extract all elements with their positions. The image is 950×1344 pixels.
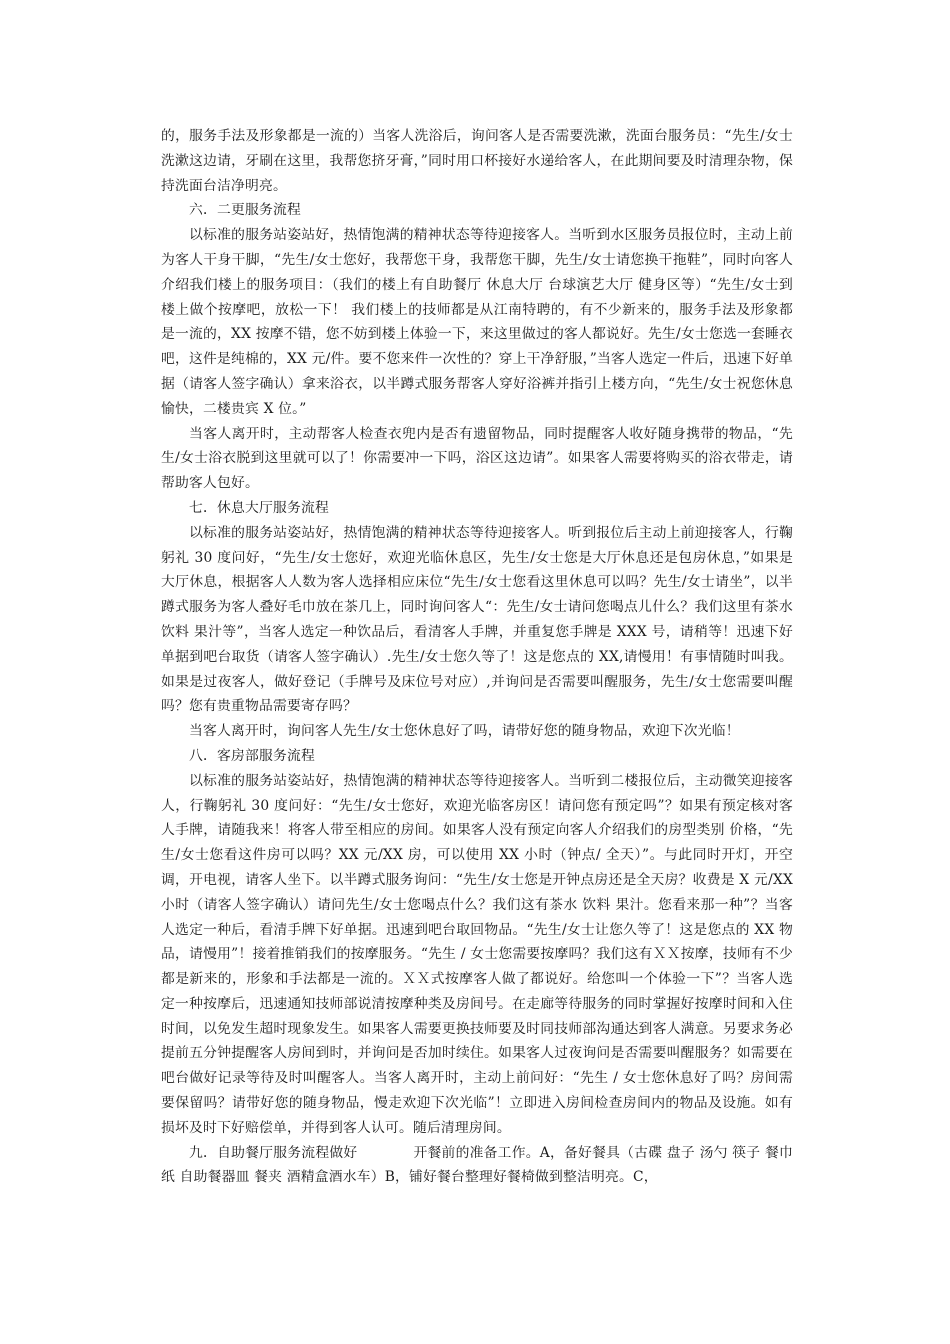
section-heading-9: 九．自助餐厅服务流程做好 [189, 1144, 358, 1161]
paragraph-6-1: 以标准的服务站姿站好，热情饱满的精神状态等待迎接客人。当听到水区服务员报位时，主动上前为客人干身干脚，“先生/女士您好，我帮您干身，我帮您干脚，先生/女士请您换干拖鞋”，同时向客人介绍我们楼上的服务项目：（我们的楼上有自助餐厅 休息大厅 台球演艺大厅 健身区等）“先生/女士到楼上做个按摩吧，放松一下！ 我们楼上的技师都是从江南特聘的，有不少新来的，服务手法及形象都是一流的，XX 按摩不错，您不妨到楼上体验一下，来这里做过的客人都说好。先生/女士您选一套睡衣吧，这件是纯棉的，XX 元/件。要不您来件一次性的？穿上干净舒服，”当客人选定一件后，迅速下好单据（请客人签字确认）拿来浴衣，以半蹲式服务帮客人穿好浴裤并指引上楼方向，“先生/女士祝您休息愉快，二楼贵宾 X 位。” [161, 227, 793, 417]
paragraph-intro: 的，服务手法及形象都是一流的）当客人洗浴后，询问客人是否需要洗漱，洗面台服务员：“先生/女士洗漱这边请，牙刷在这里，我帮您挤牙膏，”同时用口杯接好水递给客人，在此期间要及时清理杂物，保持洗面台洁净明亮。 [161, 128, 793, 194]
section-heading-7: 七．休息大厅服务流程 [189, 499, 329, 516]
paragraph-7-2: 当客人离开时，询问客人先生/女士您休息好了吗，请带好您的随身物品，欢迎下次光临！ [189, 723, 740, 740]
paragraph-9-text: 开餐前的准备工作。A，备好餐具（古碟 盘子 汤勺 筷子 餐巾纸 自助餐器皿 餐夹 酒精盒酒水车）B，铺好餐台整理好餐椅做到整洁明亮。C， [161, 1144, 793, 1186]
paragraph-7-1: 以标准的服务站姿站好，热情饱满的精神状态等待迎接客人。听到报位后主动上前迎接客人，行鞠躬礼 30 度问好，“先生/女士您好，欢迎光临休息区，先生/女士您是大厅休息还是包房休息，”如果是大厅休息，根据客人人数为客人选择相应床位“先生/女士您看这里休息可以吗？先生/女士请坐”，以半蹲式服务为客人叠好毛巾放在茶几上，同时询问客人“：先生/女士请问您喝点儿什么？我们这里有茶水 饮料 果汁等”，当客人选定一种饮品后，看清客人手牌，并重复您手牌是 XXX 号，请稍等！迅速下好单据到吧台取货（请客人签字确认）.先生/女士您久等了！这是您点的 XX,请慢用！有事情随时叫我。如果是过夜客人，做好登记（手牌号及床位号对应）,并询问是否需要叫醒服务，先生/女士您需要叫醒吗？您有贵重物品需要寄存吗？ [161, 524, 793, 715]
paragraph-9-1 [161, 1141, 793, 1191]
paragraph-6-2: 当客人离开时，主动帮客人检查衣兜内是否有遗留物品，同时提醒客人收好随身携带的物品，“先生/女士浴衣脱到这里就可以了！你需要冲一下吗，浴区这边请”。如果客人需要将购买的浴衣带走，请帮助客人包好。 [161, 425, 793, 492]
section-heading-6: 六．二更服务流程 [189, 202, 301, 219]
document-body [161, 124, 793, 1190]
section-heading-8: 八．客房部服务流程 [189, 747, 315, 764]
paragraph-8-1: 以标准的服务站姿站好，热情饱满的精神状态等待迎接客人。当听到二楼报位后，主动微笑迎接客人，行鞠躬礼 30 度问好：“先生/女士您好，欢迎光临客房区！请问您有预定吗”？如果有预定核对客人手牌，请随我来！将客人带至相应的房间。如果客人没有预定向客人介绍我们的房型类别 价格，“先生/女士您看这件房可以吗？XX 元/XX 房，可以使用 XX 小时（钟点/ 全天）”。与此同时开灯，开空调，开电视，请客人坐下。以半蹲式服务询问：“先生/女士您是开钟点房还是全天房？收费是 X 元/XX 小时（请客人签字确认）请问先生/女士您喝点什么？我们这有茶水 饮料 果汁。您看来那一种”？当客人选定一种后，看清手牌下好单据。迅速到吧台取回物品。“先生/女士让您久等了！这是您点的 XX 物品，请慢用”！接着推销我们的按摩服务。“先生 / 女士您需要按摩吗？我们这有ＸＸ按摩，技师有不少都是新来的，形象和手法都是一流的。ＸＸ式按摩客人做了都说好。给您叫一个体验一下”？当客人选定一种按摩后，迅速通知技师部说清按摩种类及房间号。在走廊等待服务的同时掌握好按摩时间和入住时间，以免发生超时现象发生。如果客人需要更换技师要及时同技师部沟通达到客人满意。另要求务必提前五分钟提醒客人房间到时，并询问是否加时续住。如果客人过夜询问是否需要叫醒服务？如需要在吧台做好记录等待及时叫醒客人。当客人离开时，主动上前问好：“先生 / 女士您休息好了吗？房间需要保留吗？请带好您的随身物品，慢走欢迎下次光临”！立即进入房间检查房间内的物品及设施。如有损坏及时下好赔偿单，并得到客人认可。随后清理房间。 [161, 772, 793, 1136]
